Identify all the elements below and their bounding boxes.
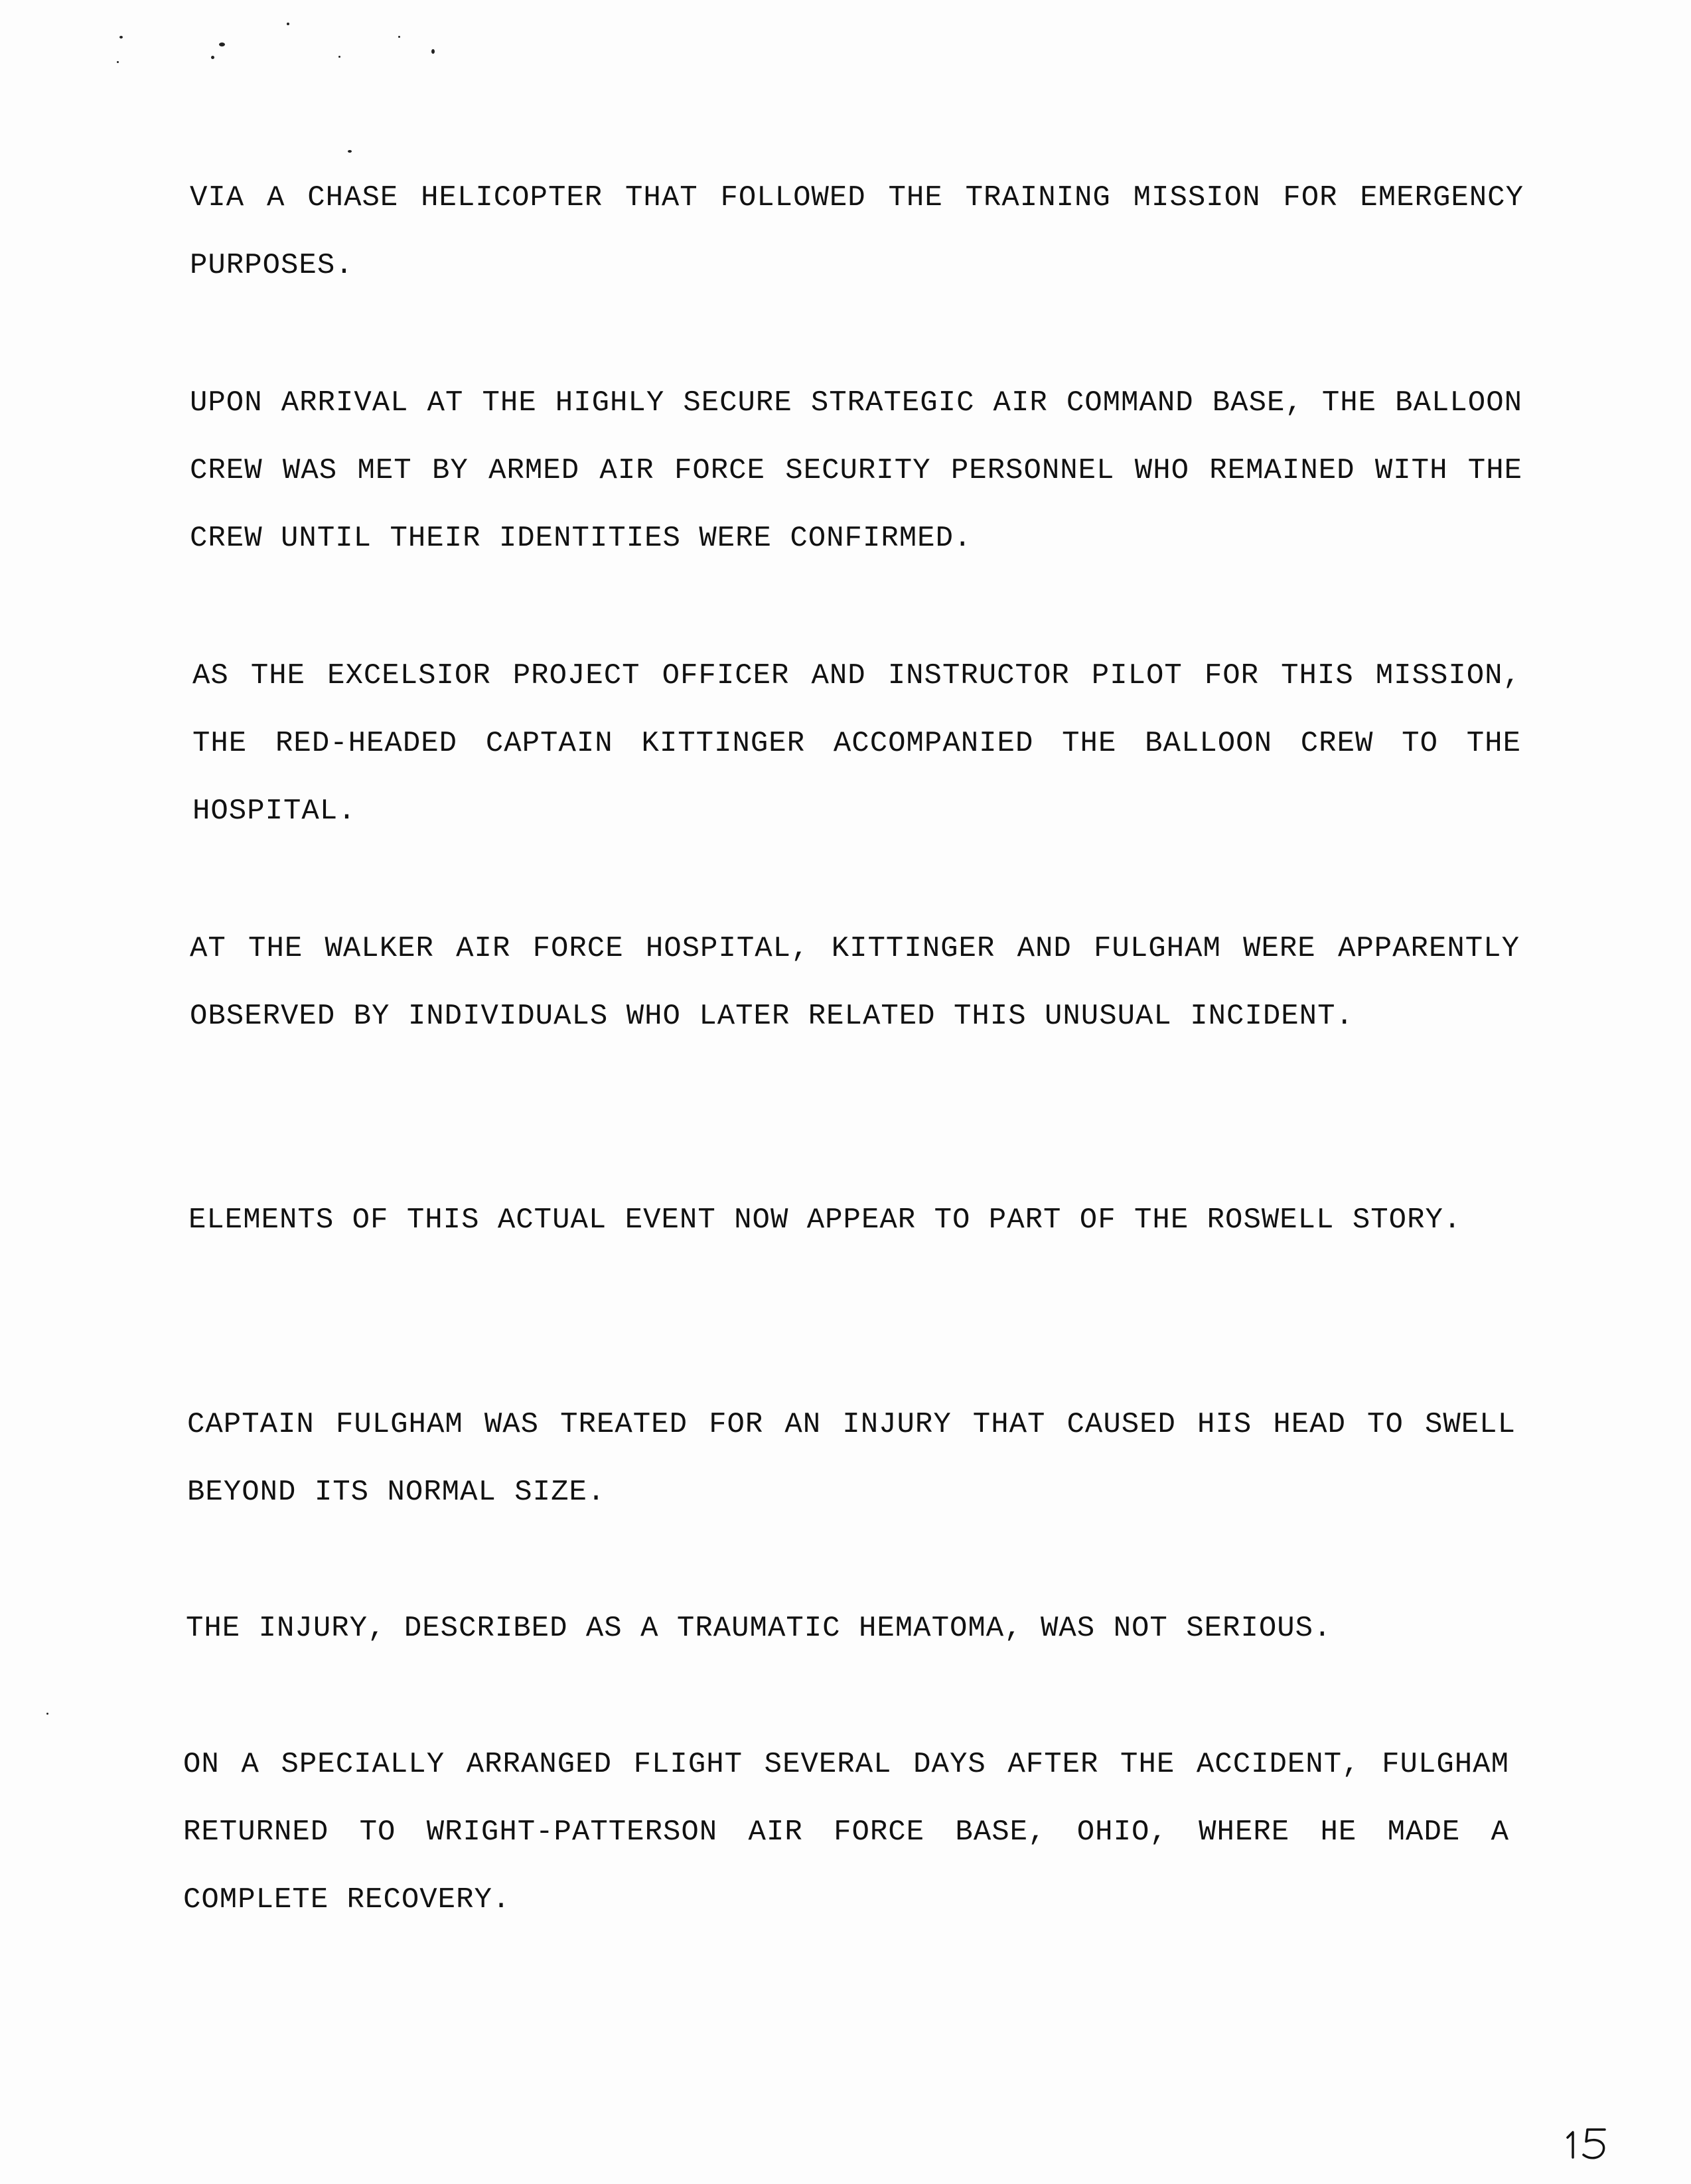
scan-speck — [117, 61, 119, 63]
scan-speck — [211, 56, 214, 59]
paragraph-arrival: UPON ARRIVAL AT THE HIGHLY SECURE STRATEGIC AIR COMMAND BASE, THE BALLOON CREW WAS MET BY ARMED AIR FORCE SECURITY PERSONNEL WHO REMAINED WITH THE CREW UNTIL THEIR IDENTITIES WERE CONFIRMED. — [190, 386, 1522, 555]
scan-speck — [287, 23, 289, 25]
scan-speck — [338, 56, 340, 58]
paragraph-roswell: ELEMENTS OF THIS ACTUAL EVENT NOW APPEAR TO PART OF THE ROSWELL STORY. — [188, 1204, 1462, 1237]
page-number — [1564, 2118, 1617, 2164]
scan-speck — [46, 1713, 48, 1715]
handwritten-page-number-drawing — [1564, 2118, 1617, 2164]
paragraph-hospital: AT THE WALKER AIR FORCE HOSPITAL, KITTINGER AND FULGHAM WERE APPARENTLY OBSERVED BY INDIVIDUALS WHO LATER RELATED THIS UNUSUAL INCIDENT. — [190, 932, 1520, 1033]
scan-speck — [219, 42, 225, 46]
scan-speck — [431, 49, 435, 54]
paragraph-hematoma: THE INJURY, DESCRIBED AS A TRAUMATIC HEMATOMA, WAS NOT SERIOUS. — [186, 1612, 1332, 1645]
paragraph-recovery: ON A SPECIALLY ARRANGED FLIGHT SEVERAL DAYS AFTER THE ACCIDENT, FULGHAM RETURNED TO WRIGHT-PATTERSON AIR FORCE BASE, OHIO, WHERE HE MADE A COMPLETE RECOVERY. — [183, 1748, 1509, 1916]
paragraph-injury: CAPTAIN FULGHAM WAS TREATED FOR AN INJURY THAT CAUSED HIS HEAD TO SWELL BEYOND ITS NORMAL SIZE. — [187, 1408, 1516, 1509]
scan-speck — [119, 36, 123, 39]
scan-speck — [348, 150, 352, 153]
paragraph-helicopter: VIA A CHASE HELICOPTER THAT FOLLOWED THE TRAINING MISSION FOR EMERGENCY PURPOSES. — [190, 181, 1524, 282]
paragraph-kittinger: AS THE EXCELSIOR PROJECT OFFICER AND INSTRUCTOR PILOT FOR THIS MISSION, THE RED-HEADED CAPTAIN KITTINGER ACCOMPANIED THE BALLOON CREW TO THE HOSPITAL. — [192, 659, 1521, 828]
scan-speck — [398, 36, 400, 38]
